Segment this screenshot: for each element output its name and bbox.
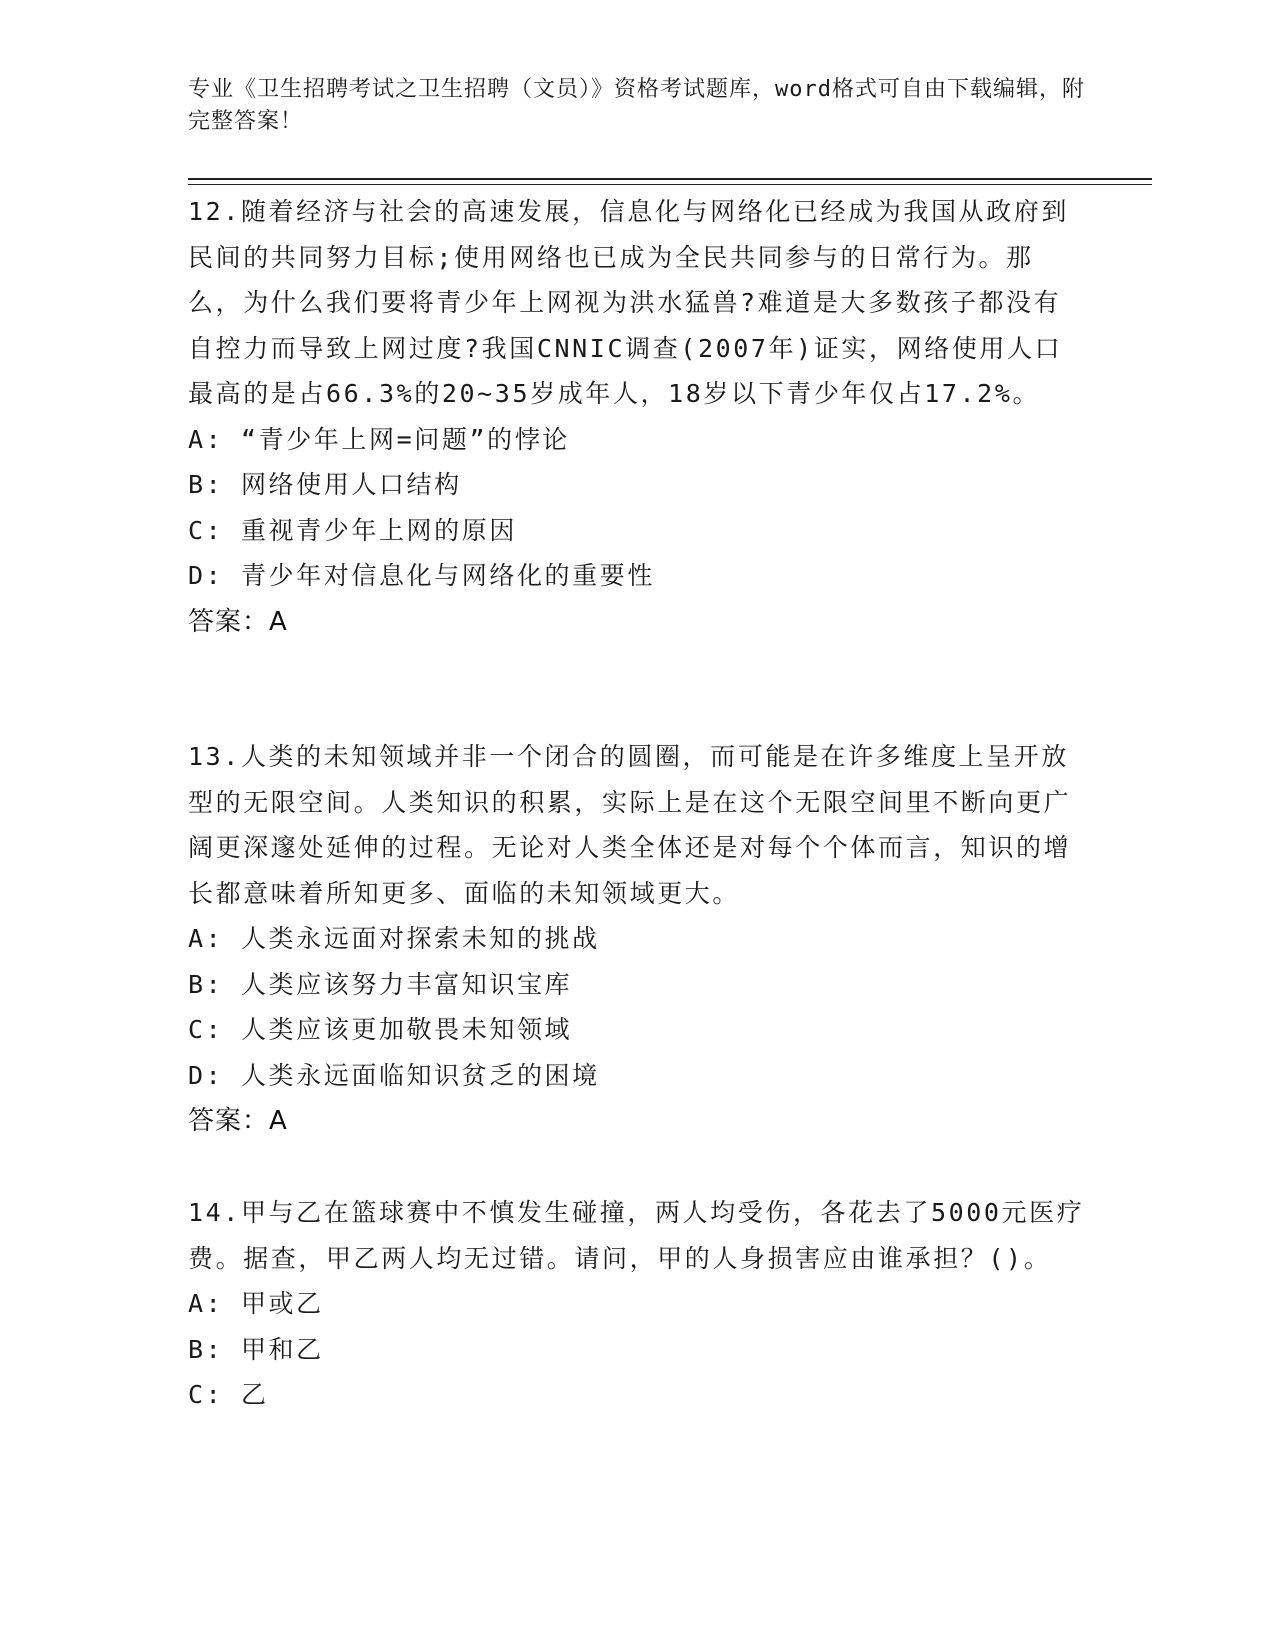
option-b: B: 网络使用人口结构 (188, 470, 462, 499)
question-stem: 14.甲与乙在篮球赛中不慎发生碰撞，两人均受伤，各花去了5000元医疗费。据查，甲乙两人均无过错。请问，甲的人身损害应由谁承担？()。 (188, 1198, 1085, 1273)
option-b: B: 人类应该努力丰富知识宝库 (188, 969, 573, 999)
header-divider-thick (188, 178, 1152, 180)
question-14 (188, 1190, 1088, 1418)
option-d: D: 青少年对信息化与网络化的重要性 (188, 561, 655, 590)
option-c: C: 乙 (188, 1380, 269, 1409)
option-c: C: 重视青少年上网的原因 (188, 515, 517, 545)
option-d: D: 人类永远面临知识贫乏的困境 (188, 1060, 600, 1090)
answer-label: 答案：A (188, 1106, 288, 1136)
answer-label: 答案：A (188, 606, 288, 637)
option-c: C: 人类应该更加敬畏未知领域 (188, 1015, 573, 1044)
option-a: A: “青少年上网=问题”的悖论 (188, 424, 570, 454)
question-stem: 12.随着经济与社会的高速发展，信息化与网络化已经成为我国从政府到民间的共同努力目标;使用网络也已成为全民共同参与的日常行为。那么，为什么我们要将青少年上网视为洪水猛兽?难道是大多数孩子都没有自控力而导致上网过度?我国CNNIC调查(2007年)证实，网络使用人口最高的是占66.3%的20~35岁成年人，18岁以下青少年仅占17.2%。 (188, 197, 1069, 408)
header-divider-thin (188, 184, 1152, 185)
option-b: B: 甲和乙 (188, 1334, 324, 1364)
question-13 (188, 734, 1088, 1144)
document-header: 专业《卫生招聘考试之卫生招聘（文员）》资格考试题库，word格式可自由下载编辑，附完整答案！ (188, 77, 1085, 134)
question-12 (188, 189, 1088, 645)
question-stem: 13.人类的未知领域并非一个闭合的圆圈，而可能是在许多维度上呈开放型的无限空间。人类知识的积累，实际上是在这个无限空间里不断向更广阔更深邃处延伸的过程。无论对人类全体还是对每个个体而言，知识的增长都意味着所知更多、面临的未知领域更大。 (188, 742, 1072, 908)
option-a: A: 人类永远面对探索未知的挑战 (188, 924, 600, 953)
option-a: A: 甲或乙 (188, 1289, 324, 1318)
